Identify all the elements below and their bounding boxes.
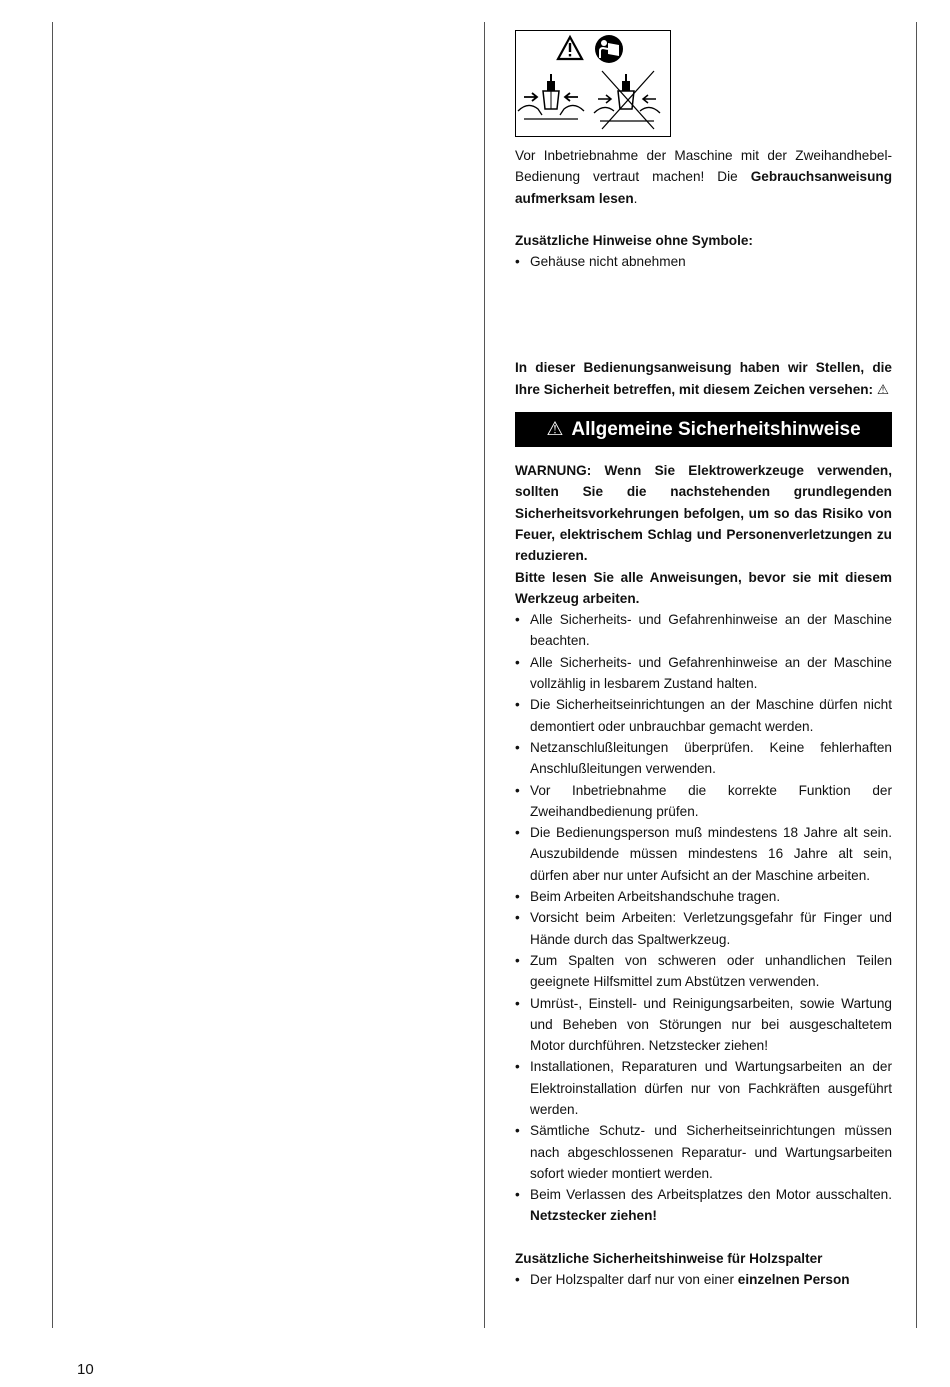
extra-notes-heading: Zusätzliche Hinweise ohne Symbole:	[515, 232, 753, 248]
warning-paragraph: WARNUNG: Wenn Sie Elektrowerkzeuge verwenden, sollten Sie die nachstehenden grundlegenden Sicherheitsvorkehrungen befolgen, um so das Risiko von Feuer, elektrischem Schlag und Personenverletzungen zu reduzieren.	[515, 463, 892, 564]
right-margin-rule	[916, 22, 917, 1328]
list-item: • Zum Spalten von schweren oder unhandlichen Teilen geeignete Hilfsmittel zum Abstützen verwenden.	[515, 950, 892, 993]
read-instructions-note: Bitte lesen Sie alle Anweisungen, bevor sie mit diesem Werkzeug arbeiten.	[515, 569, 892, 606]
list-item: • Vorsicht beim Arbeiten: Verletzungsgefahr für Finger und Hände durch das Spaltwerkzeug.	[515, 907, 892, 950]
intro-paragraph: Vor Inbetriebnahme der Maschine mit der Zweihandhebel-Bedienung vertraut machen! Die Gebrauchsanweisung aufmerksam lesen.	[515, 148, 892, 206]
column-divider-rule	[484, 22, 485, 1328]
list-item: • Alle Sicherheits- und Gefahrenhinweise an der Maschine beachten.	[515, 609, 892, 652]
list-item: • Beim Verlassen des Arbeitsplatzes den Motor ausschalten. Netzstecker ziehen!	[515, 1184, 892, 1227]
safety-pictogram	[515, 30, 671, 137]
page-number: 10	[77, 1361, 94, 1378]
left-margin-rule	[52, 22, 53, 1328]
wood-splitter-list	[515, 1269, 892, 1290]
safety-symbol-notice: In dieser Bedienungsanweisung haben wir Stellen, die Ihre Sicherheit betreffen, mit diesem Zeichen versehen: ⚠	[515, 360, 892, 397]
warning-and-two-hand-operation-icon	[516, 31, 669, 135]
list-item: • Der Holzspalter darf nur von einer einzelnen Person	[515, 1269, 892, 1290]
extra-notes-list	[515, 251, 892, 272]
section-heading-banner	[515, 412, 892, 447]
list-item: • Netzanschlußleitungen überprüfen. Keine fehlerhaften Anschlußleitungen verwenden.	[515, 737, 892, 780]
list-item: • Die Bedienungsperson muß mindestens 18 Jahre alt sein. Auszubildende müssen mindestens 16 Jahre alt sein, dürfen aber nur unter Aufsicht an der Maschine arbeiten.	[515, 822, 892, 886]
wood-splitter-heading: Zusätzliche Sicherheitshinweise für Holzspalter	[515, 1250, 823, 1266]
right-text-column	[515, 30, 892, 1290]
list-item: • Alle Sicherheits- und Gefahrenhinweise an der Maschine vollzählig in lesbarem Zustand halten.	[515, 652, 892, 695]
list-item: • Sämtliche Schutz- und Sicherheitseinrichtungen müssen nach abgeschlossenen Reparatur- und Wartungsarbeiten sofort wieder montiert werden.	[515, 1120, 892, 1184]
list-item: • Gehäuse nicht abnehmen	[515, 251, 892, 272]
list-item: • Umrüst-, Einstell- und Reinigungsarbeiten, sowie Wartung und Beheben von Störungen nur bei ausgeschaltetem Motor durchführen. Netzstecker ziehen!	[515, 993, 892, 1057]
list-item: • Beim Arbeiten Arbeitshandschuhe tragen.	[515, 886, 892, 907]
list-item: • Installationen, Reparaturen und Wartungsarbeiten an der Elektroinstallation dürfen nur von Fachkräften ausgeführt werden.	[515, 1056, 892, 1120]
warning-triangle-icon: ⚠	[876, 381, 890, 397]
safety-rules-list	[515, 609, 892, 1227]
list-item: • Vor Inbetriebnahme die korrekte Funktion der Zweihandbedienung prüfen.	[515, 780, 892, 823]
section-title: Allgemeine Sicherheitshinweise	[571, 418, 861, 440]
warning-triangle-icon: ⚠	[546, 418, 564, 440]
list-item: • Die Sicherheitseinrichtungen an der Maschine dürfen nicht demontiert oder unbrauchbar gemacht werden.	[515, 694, 892, 737]
